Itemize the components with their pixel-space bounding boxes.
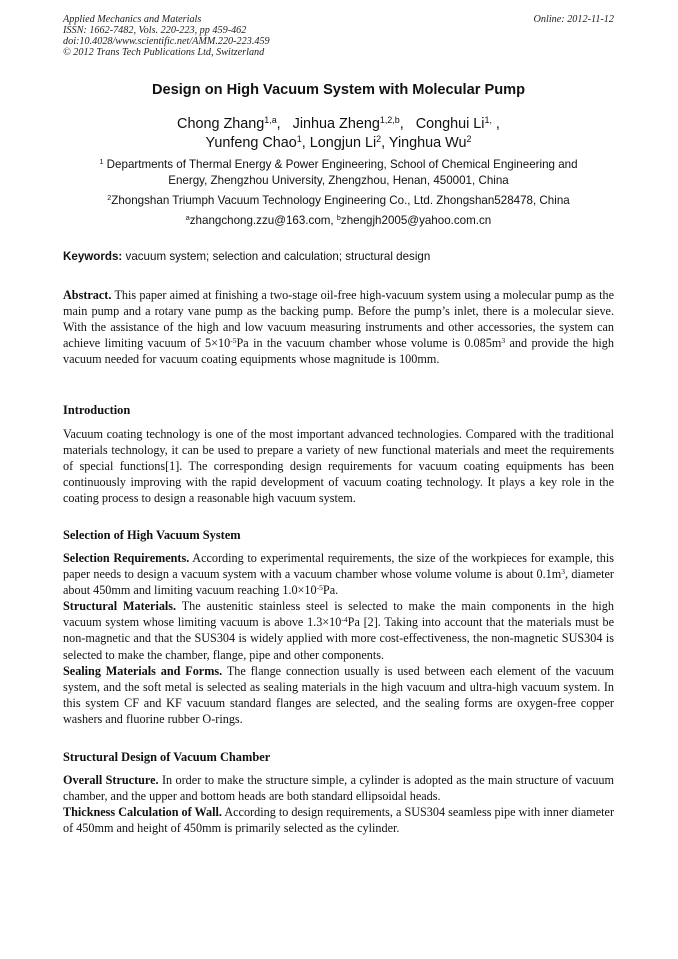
author-sup: 1,2,b [379,115,400,126]
selection-section [63,550,614,727]
affiliation-sup: 1 [99,157,104,167]
author-sup: 1,a [264,115,277,126]
author-name: Yinghua Wu [388,135,467,151]
abstract-label: Abstract. [63,288,112,302]
doi-line: doi:10.4028/www.scientific.net/AMM.220-223.459 [63,36,270,47]
keywords-text: vacuum system; selection and calculation; structural design [125,250,431,263]
overall-structure-paragraph: Overall Structure. In order to make the structure simple, a cylinder is adopted as the main structure of vacuum chamber, and the upper and bottom heads are both standard ellipsoidal heads. [63,773,614,804]
online-date: Online: 2012-11-12 [533,14,614,25]
copyright-line: © 2012 Trans Tech Publications Ltd, Switzerland [63,47,265,58]
author-line-2: Yunfeng Chao$^1$, Longjun Li$^2$, Yinghua Wu$^2$ [205,134,472,151]
author-sup: 1, [484,115,492,126]
selection-requirements-paragraph: Selection Requirements. According to experimental requirements, the size of the workpieces for example, this paper needs to design a vacuum system with a vacuum chamber whose volume volume is about $0.1m^3$, diameter about 450mm and limiting vacuum reaching $1.0\times 10^{-5}Pa$. [63,551,615,598]
issn-line: ISSN: 1662-7482, Vols. 220-223, pp 459-462 [63,25,247,36]
structural-materials-paragraph: Structural Materials. The austenitic stainless steel is selected to make the main components in the high vacuum system whose limiting vacuum is above $1.3\times 10^{-4}Pa$ [2]. Taking into account that the materials must be non-magnetic and that the SUS304 is widely applied with more cost-effectiveness, the non-magnetic SUS304 is selected to make the chamber, flange, pipe and other components. [63,599,614,662]
email-line [63,213,614,229]
author-sup: 2 [466,134,472,145]
thickness-calculation-paragraph: Thickness Calculation of Wall. According to design requirements, a SUS304 seamless pipe with inner diameter of 450mm and height of 450mm is primarily selected as the cylinder. [63,805,615,836]
section-heading-introduction: Introduction [63,403,131,417]
email-sup: a [185,213,190,223]
author-name: Yunfeng Chao [205,135,297,151]
section-heading-selection: Selection of High Vacuum System [63,528,241,542]
sealing-materials-paragraph: Sealing Materials and Forms. The flange connection usually is used between each element of the vacuum system, and the soft metal is selected as sealing materials in the high vacuum and ultra-high vacuum system. In this system CF and KF vacuum standard flanges are selected, and the sealing forms are oxygen-free copper washers and fluorine rubber O-rings. [63,663,614,726]
author-name: Conghui Li [415,116,485,132]
email-sup: b [336,213,341,223]
keywords [63,250,614,263]
author-sup: 2 [376,134,382,145]
affiliation-2 [63,193,614,209]
affiliation-text: Zhongshan Triumph Vacuum Technology Engineering Co., Ltd. Zhongshan528478, China [111,194,570,207]
affiliation-text: Energy, Zhengzhou University, Zhengzhou, Henan, 450001, China [168,174,509,187]
author-name: Chong Zhang [177,116,265,132]
keywords-label: Keywords: [63,250,123,263]
journal-header [63,14,270,58]
email-a[interactable]: zhangchong.zzu@163.com, [189,214,334,227]
section-heading-structural: Structural Design of Vacuum Chamber [63,750,271,764]
affiliation-1 [63,157,614,189]
structural-section [63,772,614,836]
affiliation-sup: 2 [107,193,112,203]
email-b[interactable]: zhengjh2005@yahoo.com.cn [340,214,492,227]
paper-title: Design on High Vacuum System with Molecular Pump [151,82,526,98]
affiliation-text: Departments of Thermal Energy & Power Engineering, School of Chemical Engineering and [106,158,578,171]
author-name: Longjun Li [309,135,377,151]
introduction-paragraph: Vacuum coating technology is one of the most important advanced technologies. Compared with the traditional materials technology, it can be used to prepare a variety of new functional materials and meet the requirements of special functions[1]. The corresponding design requirements for vacuum coating equipments has been continuously improving with the rapid development of vacuum coating technology. It plays a key role in the coating process to design a reasonable high vacuum system. [63,427,614,506]
author-name: Jinhua Zheng [292,116,380,132]
abstract: Abstract. This paper aimed at finishing a two-stage oil-free high-vacuum system using a molecular pump as the main pump and a rotary vane pump as the backing pump. Before the pump’s inlet, there is a molecular sieve. With the assistance of the high and low vacuum measuring instruments and other accessories, the system can achieve limiting vacuum of $5\times 10^{-5}Pa$ in the vacuum chamber whose volume is $0.085m^3$ and provide the high vacuum needed for vacuum coating equipments whose magnitude is 100mm. [63,288,614,367]
author-sup: 1 [296,134,302,145]
author-list [63,115,614,153]
journal-name: Applied Mechanics and Materials [63,14,202,25]
author-line-1: Chong Zhang$^{1,a}$, Jinhua Zheng$^{1,2,b}$, Conghui $Li^{1,}$ , [177,115,500,132]
